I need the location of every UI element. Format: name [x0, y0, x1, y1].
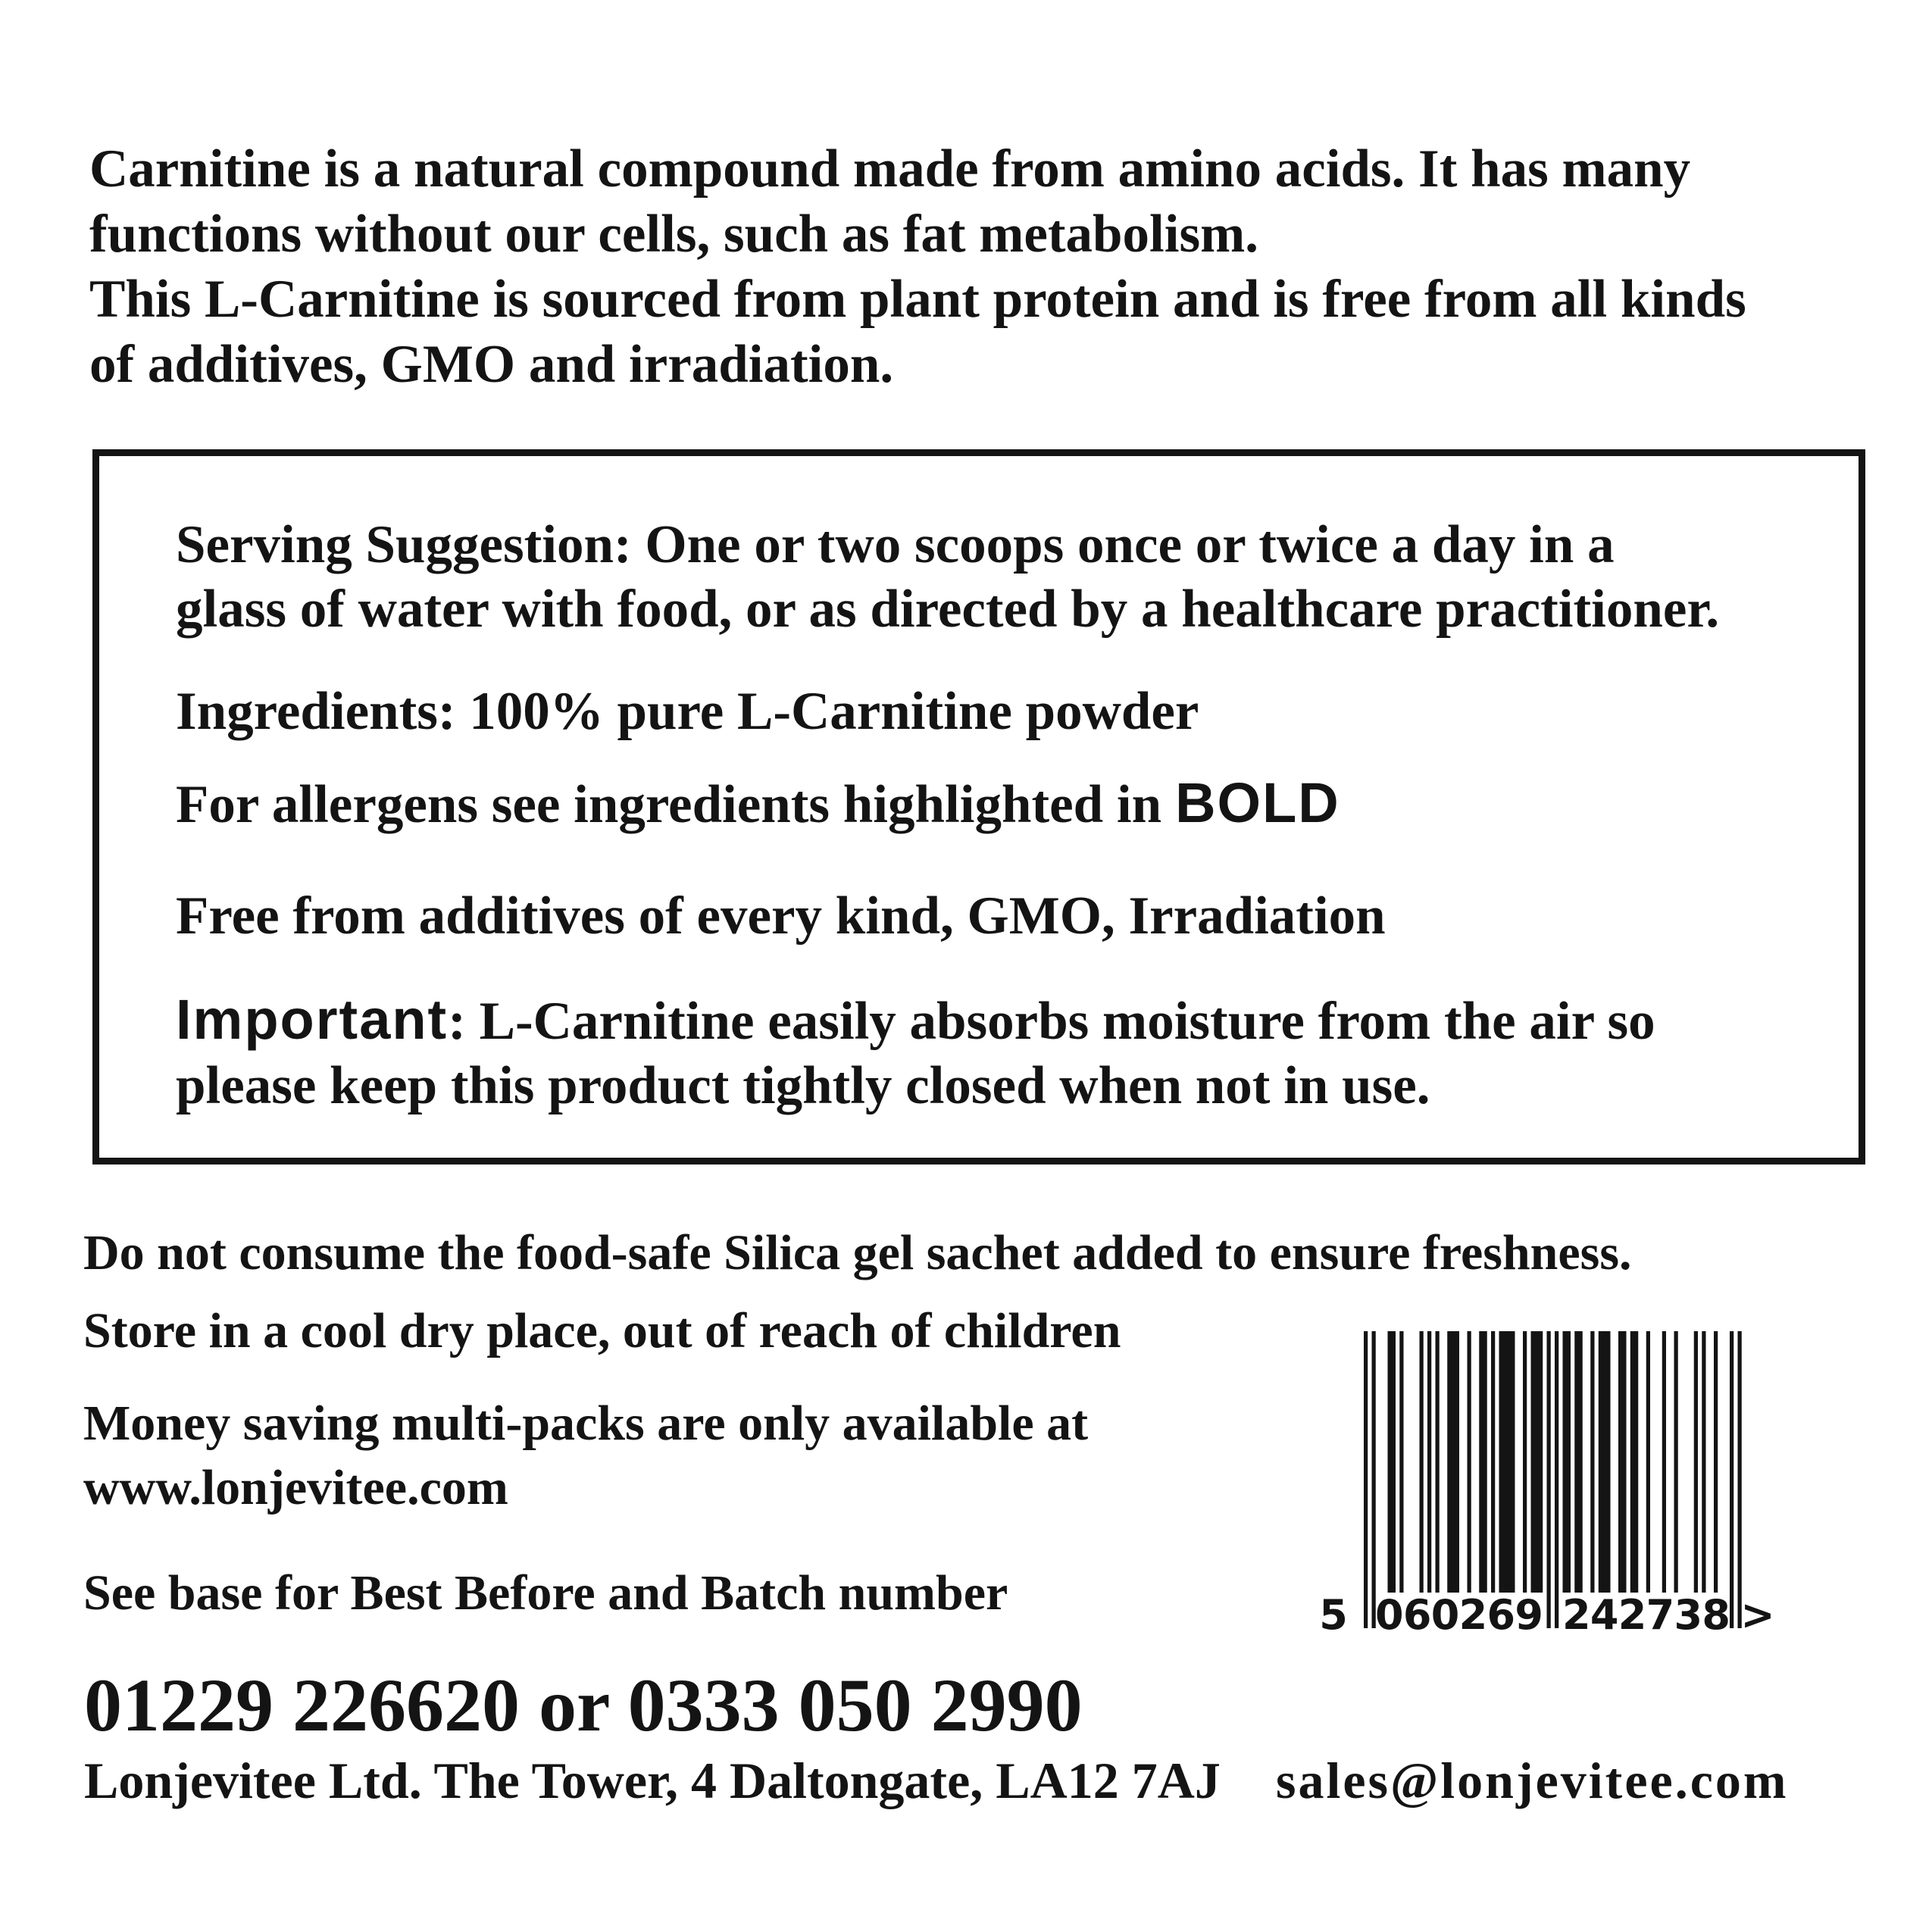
intro-line: Carnitine is a natural compound made from amino acids. It has many	[89, 139, 1691, 199]
barcode-bar	[1702, 1331, 1705, 1593]
barcode-bar	[1662, 1331, 1666, 1593]
contact-email: sales@lonjevitee.com	[1276, 1752, 1789, 1809]
ingredients: Ingredients: 100% pure L-Carnitine powder	[176, 682, 1199, 741]
intro-line: of additives, GMO and irradiation.	[89, 335, 894, 394]
intro-paragraph	[89, 136, 1746, 397]
barcode-bar	[1714, 1331, 1718, 1593]
barcode-bar	[1427, 1331, 1431, 1593]
free-from-note: Free from additives of every kind, GMO, Irradiation	[176, 886, 1386, 946]
info-box	[92, 449, 1865, 1165]
barcode-bars	[1364, 1331, 1742, 1628]
website-url: www.lonjevitee.com	[83, 1460, 508, 1515]
barcode-bar	[1388, 1331, 1396, 1593]
barcode-bar	[1618, 1331, 1627, 1593]
important-line: please keep this product tightly closed when not in use.	[176, 1056, 1430, 1115]
barcode-bar	[1599, 1331, 1611, 1593]
barcode-bar	[1574, 1331, 1583, 1593]
allergens-bold-emphasis: BOLD	[1175, 771, 1340, 834]
barcode-guard-bar	[1730, 1331, 1733, 1628]
important-line	[176, 987, 1655, 1054]
important-text: : L-Carnitine easily absorbs moisture from the air so	[448, 992, 1655, 1051]
intro-line: functions without our cells, such as fat metabolism.	[89, 205, 1259, 264]
allergens-note	[176, 771, 1340, 837]
serving-suggestion	[176, 513, 1719, 642]
barcode-bar	[1479, 1331, 1487, 1593]
barcode-guard-bar	[1738, 1331, 1742, 1628]
intro-line: This L-Carnitine is sourced from plant protein and is free from all kinds	[89, 270, 1746, 329]
phone-numbers: 01229 226620 or 0333 050 2990	[84, 1663, 1083, 1747]
allergens-text: For allergens see ingredients highlighted in	[176, 775, 1162, 834]
multipacks-line: Money saving multi-packs are only available at	[83, 1396, 1089, 1451]
barcode-first-digit: 5	[1319, 1591, 1348, 1639]
barcode-guard-bar	[1372, 1331, 1376, 1628]
barcode-bar	[1468, 1331, 1471, 1593]
barcode-bar	[1694, 1331, 1698, 1593]
barcode-left-digits: 060269	[1375, 1591, 1543, 1639]
serving-suggestion-line: glass of water with food, or as directed by a healthcare practitioner.	[176, 580, 1720, 639]
important-note	[176, 987, 1655, 1118]
barcode-bar	[1531, 1331, 1543, 1593]
barcode-bar	[1499, 1331, 1515, 1593]
barcode-bar	[1399, 1331, 1403, 1593]
multipacks-notice	[83, 1391, 1088, 1520]
best-before-notice: See base for Best Before and Batch number	[83, 1565, 1008, 1621]
barcode-bar	[1563, 1331, 1571, 1593]
barcode-bar	[1674, 1331, 1678, 1593]
barcode-right-digits: 242738	[1562, 1591, 1730, 1639]
silica-gel-notice: Do not consume the food-safe Silica gel sachet added to ensure freshness.	[83, 1225, 1632, 1280]
barcode-bar	[1590, 1331, 1594, 1593]
important-label: Important	[176, 988, 449, 1051]
barcode-bar	[1491, 1331, 1495, 1593]
company-address: Lonjevitee Ltd. The Tower, 4 Daltongate, LA12 7AJ	[84, 1752, 1221, 1809]
barcode-end-marker: >	[1740, 1591, 1775, 1639]
barcode-guard-bar	[1555, 1331, 1558, 1628]
barcode-bar	[1447, 1331, 1459, 1593]
barcode-bar	[1420, 1331, 1424, 1593]
barcode-bar	[1646, 1331, 1650, 1593]
barcode-guard-bar	[1547, 1331, 1551, 1628]
storage-notice: Store in a cool dry place, out of reach of children	[83, 1303, 1121, 1358]
barcode-bar	[1523, 1331, 1527, 1593]
barcode	[1311, 1322, 1780, 1640]
barcode-bar	[1630, 1331, 1639, 1593]
barcode-bar	[1436, 1331, 1440, 1593]
serving-suggestion-line: Serving Suggestion: One or two scoops once or twice a day in a	[176, 515, 1615, 574]
barcode-guard-bar	[1364, 1331, 1368, 1628]
